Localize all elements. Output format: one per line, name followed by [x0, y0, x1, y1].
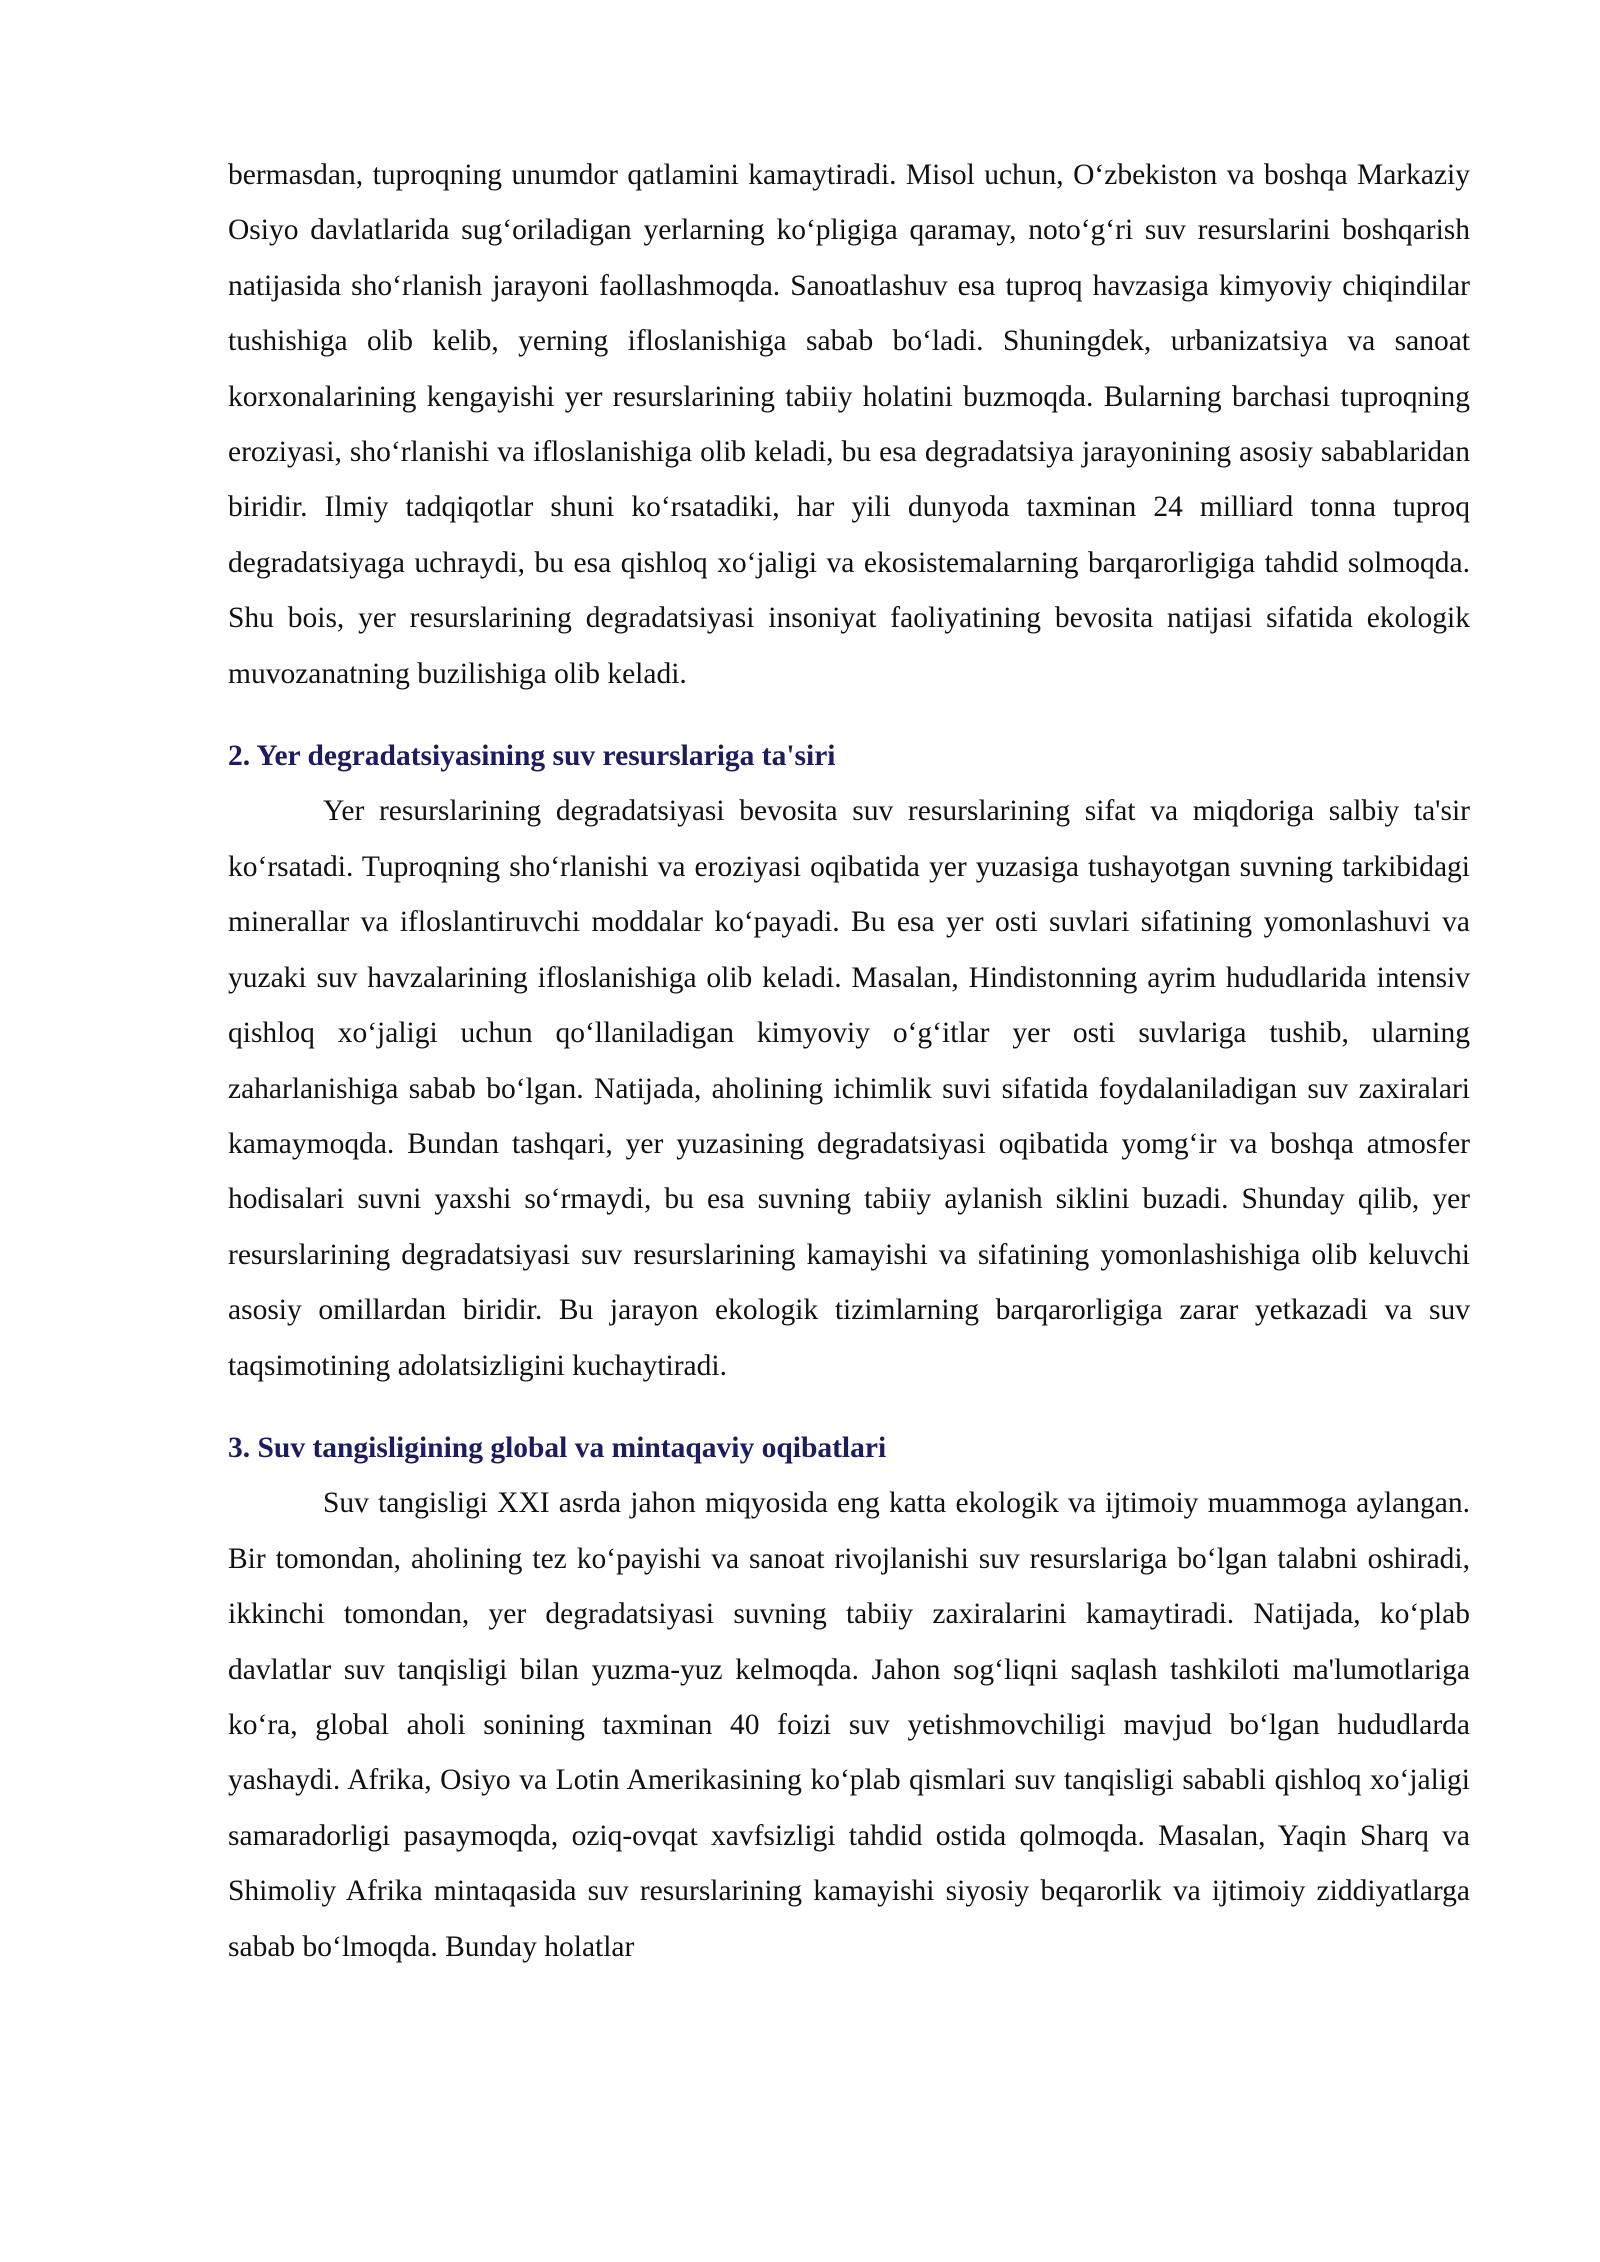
document-page — [228, 148, 1470, 1975]
section-heading-3: 3. Suv tangisligining global va mintaqaviy oqibatlari — [228, 1431, 887, 1464]
section-heading-2: 2. Yer degradatsiyasining suv resurslariga ta'siri — [228, 740, 836, 773]
paragraph-soil-degradation-causes: bermasdan, tuproqning unumdor qatlamini kamaytiradi. Misol uchun, O‘zbekiston va boshqa Markaziy Osiyo davlatlarida sug‘oriladigan yerlarning ko‘pligiga qaramay, noto‘g‘ri suv resurslarini boshqarish natijasida sho‘rlanish jarayoni faollashmoqda. Sanoatlashuv esa tuproq havzasiga kimyoviy chiqindilar tushishiga olib kelib, yerning ifloslanishiga sabab bo‘ladi. Shuningdek, urbanizatsiya va sanoat korxonalarining kengayishi yer resurslarining tabiiy holatini buzmoqda. Bularning barchasi tuproqning eroziyasi, sho‘rlanishi va ifloslanishiga olib keladi, bu esa degradatsiya jarayonining asosiy sabablaridan biridir. Ilmiy tadqiqotlar shuni ko‘rsatadiki, har yili dunyoda taxminan 24 milliard tonna tuproq degradatsiyaga uchraydi, bu esa qishloq xo‘jaligi va ekosistemalarning barqarorligiga tahdid solmoqda. Shu bois, yer resurslarining degradatsiyasi insoniyat faoliyatining bevosita natijasi sifatida ekologik muvozanatning buzilishiga olib keladi. — [228, 159, 1470, 690]
paragraph-water-scarcity-consequences: Suv tangisligi XXI asrda jahon miqyosida eng katta ekologik va ijtimoiy muammoga aylangan. Bir tomondan, aholining tez ko‘payishi va sanoat rivojlanishi suv resurslariga bo‘lgan talabni oshiradi, ikkinchi tomondan, yer degradatsiyasi suvning tabiiy zaxiralarini kamaytiradi. Natijada, ko‘plab davlatlar suv tanqisligi bilan yuzma-yuz kelmoqda. Jahon sog‘liqni saqlash tashkiloti ma'lumotlariga ko‘ra, global aholi sonining taxminan 40 foizi suv yetishmovchiligi mavjud bo‘lgan hududlarda yashaydi. Afrika, Osiyo va Lotin Amerikasining ko‘plab qismlari suv tanqisligi sababli qishloq xo‘jaligi samaradorligi pasaymoqda, oziq-ovqat xavfsizligi tahdid ostida qolmoqda. Masalan, Yaqin Sharq va Shimoliy Afrika mintaqasida suv resurslarining kamayishi siyosiy beqarorlik va ijtimoiy ziddiyatlarga sabab bo‘lmoqda. Bunday holatlar — [228, 1487, 1470, 1963]
paragraph-water-resources-impact: Yer resurslarining degradatsiyasi bevosita suv resurslarining sifat va miqdoriga salbiy ta'sir ko‘rsatadi. Tuproqning sho‘rlanishi va eroziyasi oqibatida yer yuzasiga tushayotgan suvning tarkibidagi minerallar va ifloslantiruvchi moddalar ko‘payadi. Bu esa yer osti suvlari sifatining yomonlashuvi va yuzaki suv havzalarining ifloslanishiga olib keladi. Masalan, Hindistonning ayrim hududlarida intensiv qishloq xo‘jaligi uchun qo‘llaniladigan kimyoviy o‘g‘itlar yer osti suvlariga tushib, ularning zaharlanishiga sabab bo‘lgan. Natijada, aholining ichimlik suvi sifatida foydalaniladigan suv zaxiralari kamaymoqda. Bundan tashqari, yer yuzasining degradatsiyasi oqibatida yomg‘ir va boshqa atmosfer hodisalari suvni yaxshi so‘rmaydi, bu esa suvning tabiiy aylanish siklini buzadi. Shunday qilib, yer resurslarining degradatsiyasi suv resurslarining kamayishi va sifatining yomonlashishiga olib keluvchi asosiy omillardan biridir. Bu jarayon ekologik tizimlarning barqarorligiga zarar yetkazadi va suv taqsimotining adolatsizligini kuchaytiradi. — [228, 795, 1470, 1382]
